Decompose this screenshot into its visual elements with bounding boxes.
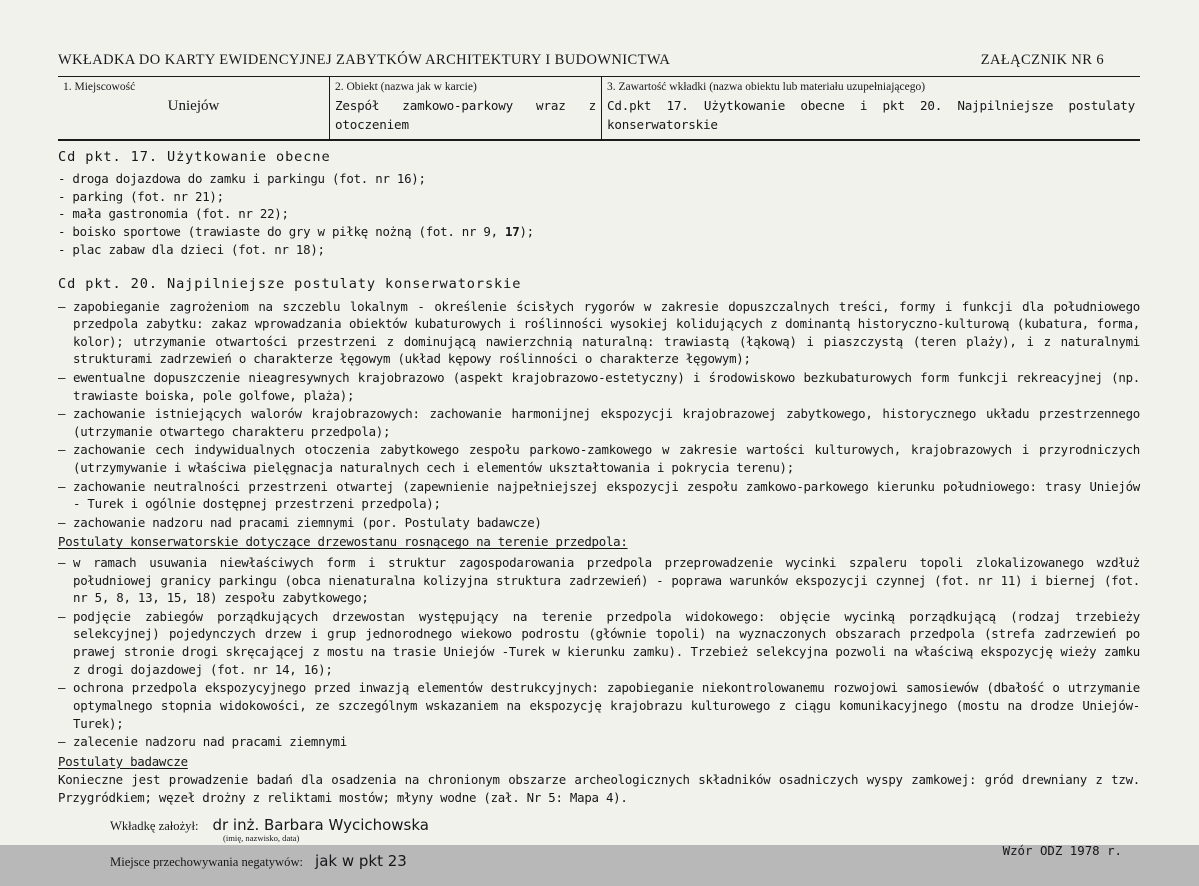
list-item: - droga dojazdowa do zamku i parkingu (fot. nr 16); xyxy=(58,171,426,187)
paragraph-text: zachowanie cech indywidualnych otoczenia zabytkowego zespołu parkowo-zamkowego w zakresie wartości kulturowych, krajobrazowych i przyrodniczych (utrzymywanie i właściwa pielęgnacja naturalnych cech i elementów ukształtowania i pokrycia terenu); xyxy=(73,442,1140,475)
list-item-sport-photo-number: 17 xyxy=(505,224,520,239)
paragraph xyxy=(58,441,1140,476)
document-body xyxy=(58,141,1140,807)
paragraph xyxy=(58,608,1140,678)
paragraph-text: zachowanie neutralności przestrzeni otwartej (zapewnienie najpełniejszej ekspozycji zespołu zamkowo-parkowego kierunku południowego: trasy Uniejów - Turek i ogólnie dostępnej przestrzeni przedpola); xyxy=(73,478,1140,512)
paragraph-text: ochrona przedpola ekspozycyjnego przed inwazją elementów destrukcyjnych: zapobieganie niekontrolowanemu rozwojowi samosiewów (dbałość o utrzymanie optymalnego stopnia widokowości, ze szczególnym wskazaniem na ekspozycję krajobrazu kulturowego z ciągu komunikacyjnego (mostu na drodze Uniejów-Turek); xyxy=(73,680,1140,731)
header-title: WKŁADKA DO KARTY EWIDENCYJNEJ ZABYTKÓW ARCHITEKTURY I BUDOWNICTWA xyxy=(58,52,671,68)
dash-marker: – xyxy=(58,442,66,458)
paragraph-text: w ramach usuwania niewłaściwych form i struktur zagospodarowania przedpola przeprowadzenie wycinki szpaleru topoli zlokalizowanego wzdłuż południowej granicy parkingu (obca nienaturalna kolizyjna struktura zadrzewień) - poprawa warunków ekspozycji czynnej (fot. nr 11) i biernej (fot. nr 5, 8, 13, 15, 18) zespołu zabytkowego; xyxy=(73,555,1140,606)
section-20-paragraphs xyxy=(58,298,1140,532)
header-attachment-number: ZAŁĄCZNIK NR 6 xyxy=(980,52,1104,68)
form-code: Wzór ODZ 1978 r. xyxy=(1002,842,1122,858)
field-object-value: Zespół zamkowo-parkowy wraz z otoczeniem xyxy=(335,98,596,132)
dash-marker: – xyxy=(58,514,66,530)
field-locality-value: Uniejów xyxy=(167,98,220,115)
paragraph xyxy=(58,554,1140,607)
dash-marker: – xyxy=(58,608,66,624)
field-locality-label: 1. Miejscowość xyxy=(63,81,136,93)
paragraph xyxy=(58,478,1140,513)
paragraph-text: zachowanie nadzoru nad pracami ziemnymi (por. Postulaty badawcze) xyxy=(73,514,542,530)
dash-marker: – xyxy=(58,298,66,314)
paragraph-text: zalecenie nadzoru nad pracami ziemnymi xyxy=(73,734,347,750)
paragraph xyxy=(58,679,1140,732)
dash-marker: – xyxy=(58,478,66,494)
paragraph-text: zachowanie istniejących walorów krajobrazowych: zachowanie harmonijnej ekspozycji krajobrazowej zabytkowego, historycznego układu przestrzennego (utrzymanie otwartego charakteru przedpola); xyxy=(73,406,1140,439)
subheading-tree-postulates: Postulaty konserwatorskie dotyczące drzewostanu rosnącego na terenie przedpola: xyxy=(58,534,628,550)
list-item: - mała gastronomia (fot. nr 22); xyxy=(58,206,289,222)
field-object-label: 2. Obiekt (nazwa jak w karcie) xyxy=(335,81,477,93)
section-17-title: Cd pkt. 17. Użytkowanie obecne xyxy=(58,148,331,165)
field-locality xyxy=(58,77,330,139)
list-item-sport-post: ); xyxy=(519,224,534,239)
research-text: Konieczne jest prowadzenie badań dla osadzenia na chronionym obszarze archeologicznych składników osadniczych wyspy zamkowej: gród drewniany z tzw. Przygródkiem; węzeł drożny z reliktami mostów; młyny wodne (zał. Nr 5: Mapa 4). xyxy=(58,772,1140,805)
paragraph-text: ewentualne dopuszczenie nieagresywnych krajobrazowo (aspekt krajobrazowo-estetyczny) i środowiskowo bezkubaturowych form funkcji rekreacyjnej (np. trawiaste boiska, pole golfowe, plaża); xyxy=(73,369,1140,403)
paragraph xyxy=(58,733,1140,751)
storage-value: jak w pkt 23 xyxy=(315,851,407,870)
paragraph xyxy=(58,369,1140,404)
list-item: - plac zabaw dla dzieci (fot. nr 18); xyxy=(58,241,325,257)
fields-row xyxy=(58,76,1140,141)
paragraph-text: podjęcie zabiegów porządkujących drzewostan występujący na terenie przedpola widokowego: objęcie wycinką porządkującą (rodzaj trzebieży selekcyjnej) pojedynczych drzew i grup jednorodnego wiekowo podrostu (głównie topoli) na wyznaczonych obszarach przedpola (strefa zadrzewień po prawej stronie drogi skręcającej z mostu na trasie Uniejów -Turek w kierunku zamku). Trzebież selekcyjna pozwoli na właściwą ekspozycję wieży zamku z drogi dojazdowej (fot. nr 14, 16); xyxy=(73,608,1140,677)
field-content-value: Cd.pkt 17. Użytkowanie obecne i pkt 20. Najpilniejsze postulaty konserwatorskie xyxy=(607,98,1135,132)
tree-paragraphs xyxy=(58,554,1140,751)
list-item-sport xyxy=(58,223,1140,241)
field-content xyxy=(602,77,1140,139)
list-item: - parking (fot. nr 21); xyxy=(58,188,224,204)
paragraph xyxy=(58,514,1140,532)
document-sheet xyxy=(58,52,1140,870)
paragraph-text: zapobieganie zagrożeniom na szczeblu lokalnym - określenie ścisłych rygorów w zakresie dopuszczalnych treści, formy i funkcji dla południowego przedpola zabytku: zakaz wprowadzania obiektów kubaturowych i roślinności wysokiej kolidujących z dominantą historyczno-kulturową (kubatura, forma, kolor); utrzymanie otwartości przestrzeni z dominującą nawierzchnią naturalną: trawiastą (łąkową) i piaszczystą (teren plaży), i z naturalnymi strukturami zadrzewień o charakterze łęgowym (układ kępowy roślinności o charakterze łęgowym); xyxy=(73,298,1140,367)
document-footer xyxy=(58,816,1140,886)
document-header xyxy=(58,52,1140,76)
field-object xyxy=(330,77,602,139)
author-caption: (imię, nazwisko, data) xyxy=(223,832,300,843)
author-label: Wkładkę założył: xyxy=(110,818,199,833)
dash-marker: – xyxy=(58,734,66,750)
field-content-label: 3. Zawartość wkładki (nazwa obiektu lub materiału uzupełniającego) xyxy=(607,81,926,93)
dash-marker: – xyxy=(58,680,66,696)
storage-row xyxy=(58,852,1140,870)
paragraph xyxy=(58,405,1140,440)
section-20-title: Cd pkt. 20. Najpilniejsze postulaty konserwatorskie xyxy=(58,276,522,293)
author-row xyxy=(58,816,1140,834)
author-name: dr inż. Barbara Wycichowska xyxy=(212,815,429,834)
subheading-research-postulates: Postulaty badawcze xyxy=(58,753,188,769)
paragraph xyxy=(58,298,1140,368)
dash-marker: – xyxy=(58,406,66,422)
dash-marker: – xyxy=(58,555,66,571)
list-item-sport-pre: - boisko sportowe (trawiaste do gry w piłkę nożną (fot. nr 9, xyxy=(58,224,506,239)
dash-marker: – xyxy=(58,369,66,385)
storage-label: Miejsce przechowywania negatywów: xyxy=(110,854,304,869)
section-17-list xyxy=(58,170,1140,258)
